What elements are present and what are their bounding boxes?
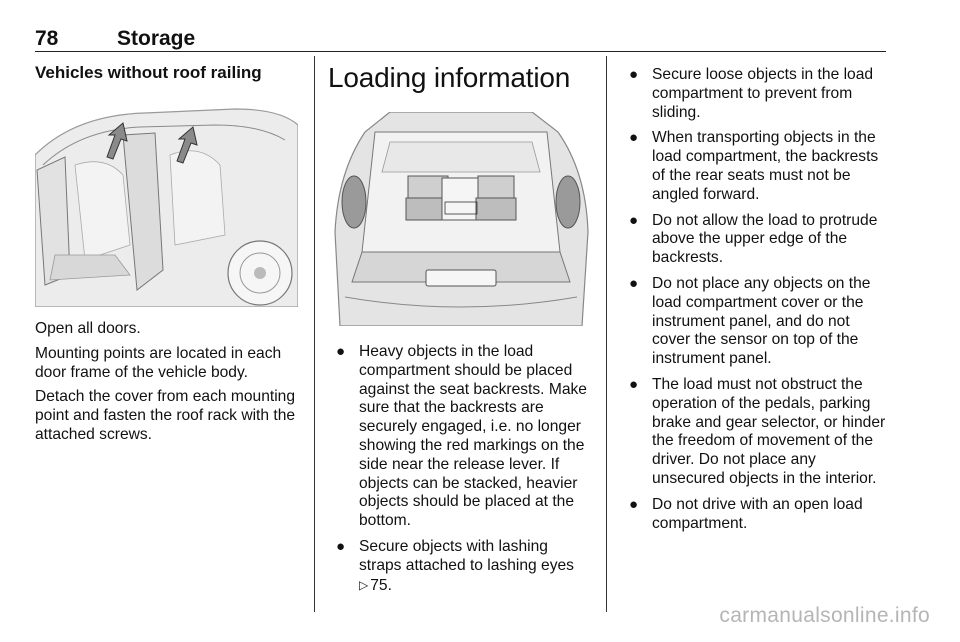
list-item-text: Do not allow the load to protrude above the upper edge of the backrests. bbox=[652, 211, 878, 267]
list-item-text: Do not drive with an open load compartment. bbox=[652, 495, 863, 532]
subsection-heading: Vehicles without roof railing bbox=[35, 63, 262, 82]
list-item bbox=[625, 376, 887, 489]
list-item bbox=[625, 496, 887, 534]
list-item bbox=[332, 343, 594, 531]
list-item bbox=[332, 538, 594, 595]
list-item-text: Do not place any objects on the load compartment cover or the instrument panel, and do not cover the sensor on top of the instrument panel. bbox=[652, 274, 871, 368]
watermark: carmanualsonline.info bbox=[719, 604, 930, 627]
paragraph: Open all doors. bbox=[35, 320, 141, 337]
column-divider bbox=[606, 56, 607, 612]
list-item-text: The load must not obstruct the operation of the pedals, parking brake and gear selector, or hinder the freedom of movement of the driver. Do not place any unsecured objects in the interior. bbox=[652, 375, 886, 487]
bullet-icon: ● bbox=[336, 343, 346, 360]
bullet-icon: ● bbox=[336, 537, 346, 555]
middle-column-text bbox=[332, 343, 594, 602]
bullet-icon: ● bbox=[629, 495, 639, 513]
bullet-icon: ● bbox=[629, 274, 639, 292]
bullet-icon: ● bbox=[629, 66, 639, 83]
right-column-text bbox=[625, 66, 887, 540]
page-reference: 75. bbox=[370, 576, 392, 594]
bullet-icon: ● bbox=[629, 129, 639, 147]
paragraph: Mounting points are located in each door frame of the vehicle body. bbox=[35, 344, 282, 381]
bullet-icon: ● bbox=[629, 375, 639, 393]
section-title: Storage bbox=[117, 27, 196, 50]
paragraph: Detach the cover from each mounting point and fasten the roof rack with the attached screws. bbox=[35, 388, 296, 443]
page-number: 78 bbox=[35, 27, 59, 50]
bullet-list bbox=[625, 66, 887, 533]
list-item-text: Secure objects with lashing straps attached to lashing eyes bbox=[359, 537, 574, 574]
bullet-list bbox=[332, 343, 594, 595]
column-divider bbox=[314, 56, 315, 612]
list-item-text: Secure loose objects in the load compartment to prevent from sliding. bbox=[652, 66, 874, 121]
load-compartment-illustration bbox=[330, 112, 592, 326]
bullet-icon: ● bbox=[629, 211, 639, 229]
list-item bbox=[625, 129, 887, 204]
list-item bbox=[625, 212, 887, 268]
page-header bbox=[35, 27, 886, 52]
left-column-text bbox=[35, 320, 300, 451]
section-heading: Loading information bbox=[328, 62, 571, 93]
list-item-text: Heavy objects in the load compartment should be placed against the seat backrests. Make sure that the backrests are securely engaged, i.e. no longer showing the red markings on the side near the release lever. If objects can be stacked, heavier objects should be placed at the bottom. bbox=[359, 343, 587, 530]
list-item bbox=[625, 66, 887, 122]
page-ref-triangle-icon: ▷ bbox=[359, 577, 369, 592]
list-item bbox=[625, 275, 887, 369]
list-item-text: When transporting objects in the load compartment, the backrests of the rear seats must not be angled forward. bbox=[652, 129, 879, 203]
roof-mounting-illustration bbox=[35, 95, 298, 307]
